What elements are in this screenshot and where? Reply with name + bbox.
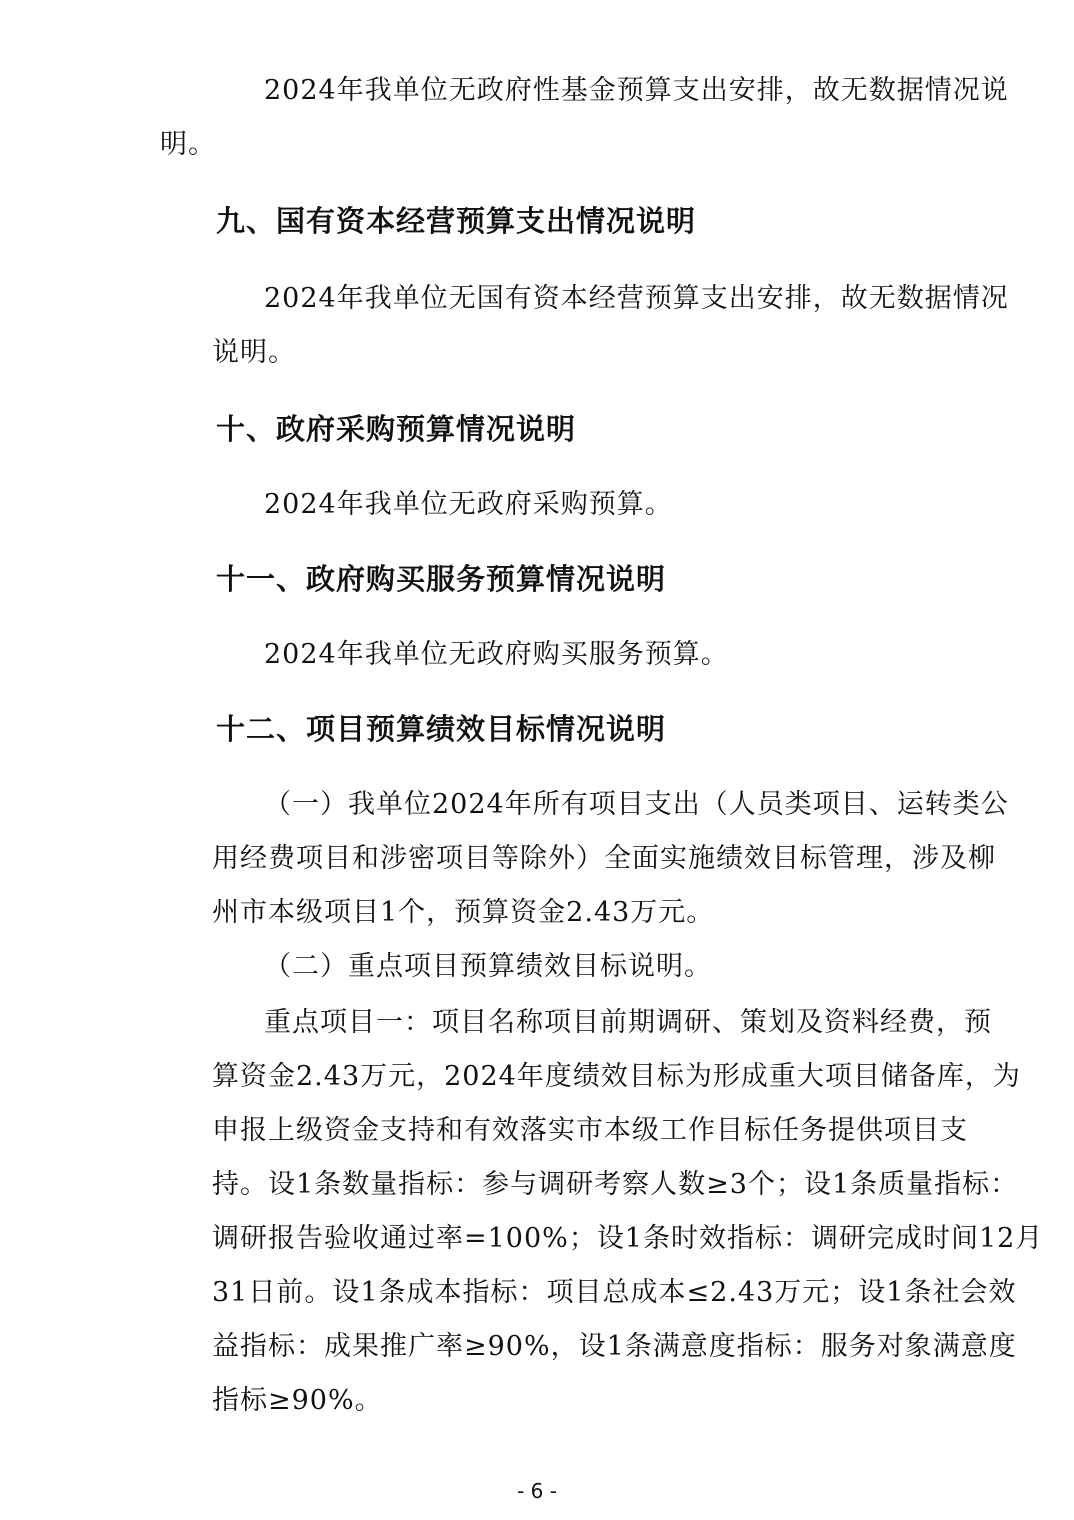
section-heading-11: 十一、政府购买服务预算情况说明: [216, 562, 667, 596]
text-line: 益指标：成果推广率≥90%，设1条满意度指标：服务对象满意度: [212, 1331, 1017, 1362]
section-heading-10: 十、政府采购预算情况说明: [216, 412, 577, 446]
page-number: - 6 -: [517, 1479, 557, 1503]
text-line: 2024年我单位无国有资本经营预算支出安排，故无数据情况: [264, 283, 1009, 314]
text-line: 说明。: [212, 337, 296, 368]
text-line: 重点项目一：项目名称项目前期调研、策划及资料经费，预: [264, 1007, 992, 1038]
text-line: 明。: [160, 129, 216, 160]
section-heading-9: 九、国有资本经营预算支出情况说明: [216, 204, 697, 238]
text-line: 申报上级资金支持和有效落实市本级工作目标任务提供项目支: [212, 1115, 968, 1146]
paragraph-key-project-one: [160, 996, 1044, 1428]
paragraph-project-overview: [160, 778, 1009, 940]
paragraph-government-fund: [160, 64, 1009, 172]
paragraph-state-capital: [160, 272, 1009, 380]
text-line: 2024年我单位无政府采购预算。: [264, 489, 673, 520]
text-line: 2024年我单位无政府购买服务预算。: [264, 639, 729, 670]
text-line: 州市本级项目1个，预算资金2.43万元。: [212, 897, 715, 928]
text-line: 31日前。设1条成本指标：项目总成本≤2.43万元；设1条社会效: [212, 1277, 1017, 1308]
paragraph-key-project-intro: [160, 940, 930, 994]
text-line: （一）我单位2024年所有项目支出（人员类项目、运转类公: [264, 789, 1009, 820]
section-heading-12: 十二、项目预算绩效目标情况说明: [216, 712, 667, 746]
paragraph-procurement: [160, 478, 930, 532]
text-line: 用经费项目和涉密项目等除外）全面实施绩效目标管理，涉及柳: [212, 843, 996, 874]
text-line: （二）重点项目预算绩效目标说明。: [264, 951, 712, 982]
text-line: 调研报告验收通过率=100%；设1条时效指标：调研完成时间12月: [212, 1223, 1044, 1254]
paragraph-purchase-services: [160, 628, 930, 682]
text-line: 指标≥90%。: [212, 1385, 383, 1416]
text-line: 算资金2.43万元，2024年度绩效目标为形成重大项目储备库，为: [212, 1061, 1021, 1092]
text-line: 2024年我单位无政府性基金预算支出安排，故无数据情况说: [264, 75, 1009, 106]
text-line: 持。设1条数量指标：参与调研考察人数≥3个；设1条质量指标：: [212, 1169, 1019, 1200]
